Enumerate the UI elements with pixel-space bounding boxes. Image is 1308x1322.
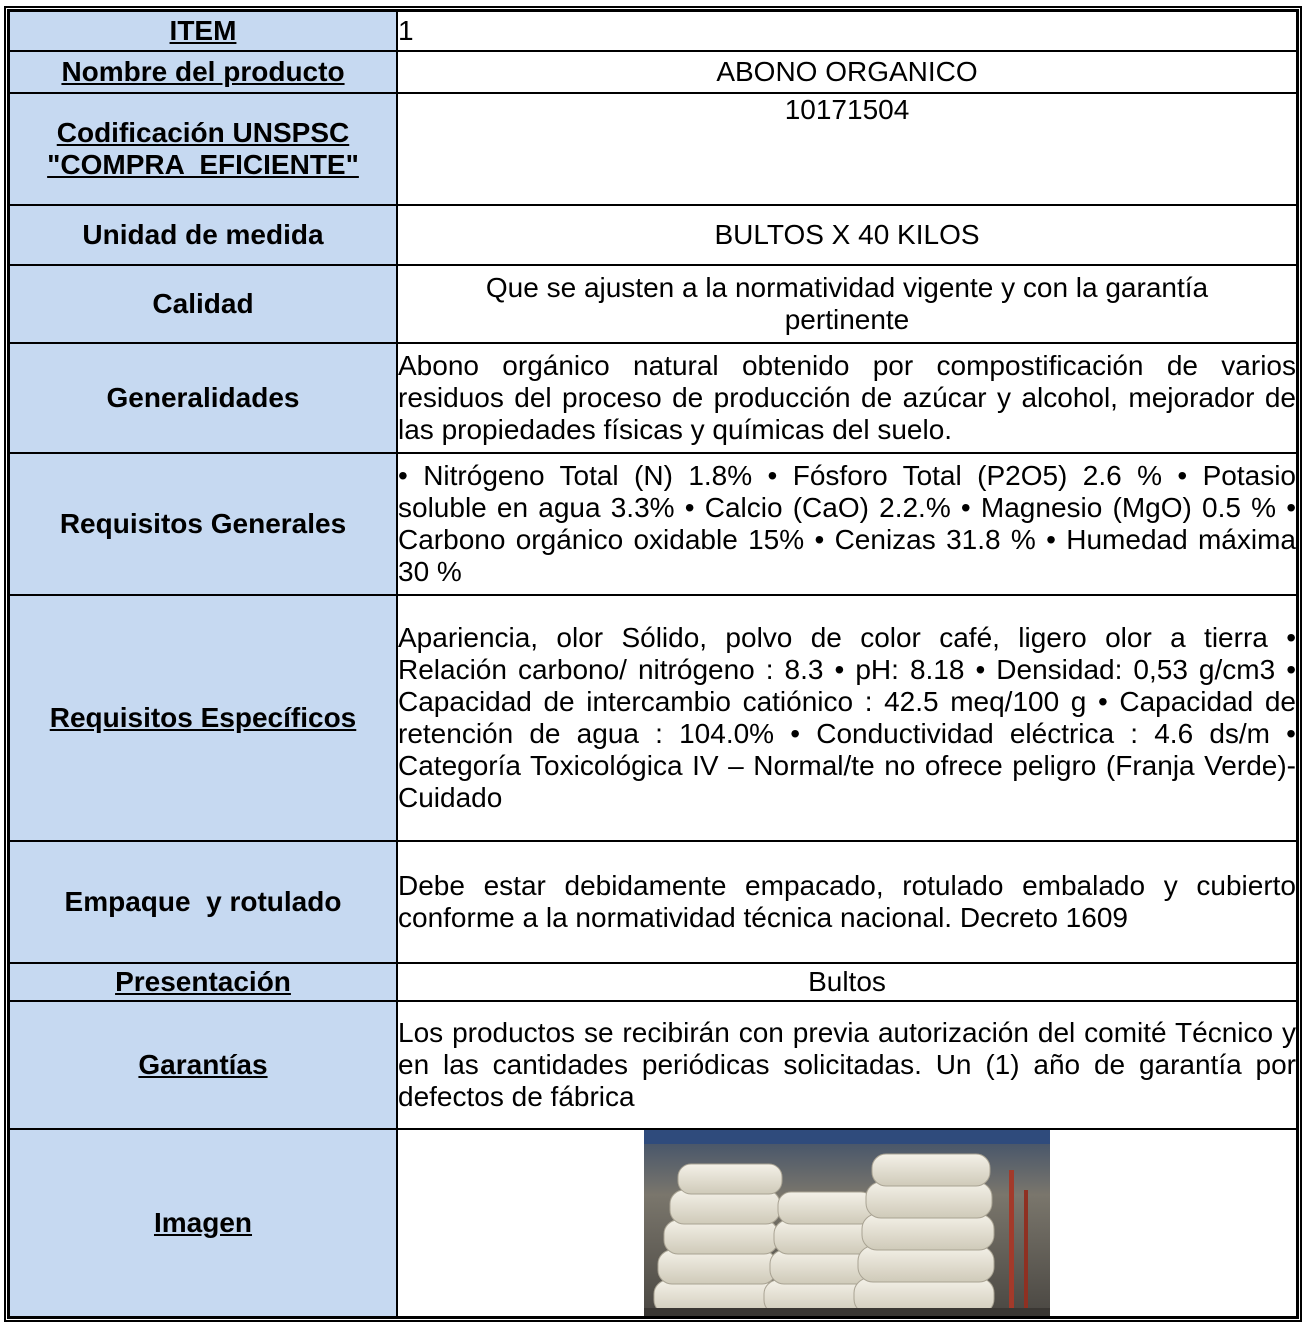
label-presentacion: [9, 963, 397, 1001]
row-requisitos-generales: [9, 453, 1297, 595]
label-garantias-text: Garantías: [138, 1049, 268, 1080]
row-calidad: [9, 265, 1297, 343]
value-calidad: Que se ajusten a la normatividad vigente y con la garantía pertinente: [397, 265, 1297, 343]
product-spec-table: [4, 6, 1302, 1322]
row-presentacion: [9, 963, 1297, 1001]
row-requisitos-especificos: [9, 595, 1297, 841]
value-codificacion: 10171504: [397, 93, 1297, 205]
label-empaque: Empaque y rotulado: [9, 841, 397, 963]
label-generalidades: Generalidades: [9, 343, 397, 453]
value-imagen: [397, 1129, 1297, 1317]
label-codificacion-line1: Codificación UNSPSC: [56, 117, 350, 148]
label-imagen: [9, 1129, 397, 1317]
value-unidad: BULTOS X 40 KILOS: [397, 205, 1297, 265]
value-nombre: ABONO ORGANICO: [397, 51, 1297, 93]
row-nombre: [9, 51, 1297, 93]
row-imagen: [9, 1129, 1297, 1317]
row-generalidades: [9, 343, 1297, 453]
label-codificacion-line2: "COMPRA EFICIENTE": [47, 149, 359, 180]
label-presentacion-text: Presentación: [115, 966, 291, 997]
value-garantias: Los productos se recibirán con previa autorización del comité Técnico y en las cantidades periódicas solicitadas. Un (1) año de garantía por defectos de fábrica: [397, 1001, 1297, 1129]
label-item: [9, 11, 397, 51]
label-requisitos-especificos: [9, 595, 397, 841]
label-item-text: ITEM: [169, 15, 237, 46]
row-unidad: [9, 205, 1297, 265]
label-imagen-text: Imagen: [153, 1207, 253, 1238]
row-item: [9, 11, 1297, 51]
row-empaque: [9, 841, 1297, 963]
value-item: 1: [397, 11, 1297, 51]
row-codificacion: [9, 93, 1297, 205]
label-codificacion: [9, 93, 397, 205]
label-calidad: Calidad: [9, 265, 397, 343]
label-garantias: [9, 1001, 397, 1129]
label-nombre-text: Nombre del producto: [61, 56, 345, 87]
value-presentacion: Bultos: [397, 963, 1297, 1001]
value-empaque: Debe estar debidamente empacado, rotulado embalado y cubierto conforme a la normatividad técnica nacional. Decreto 1609: [397, 841, 1297, 963]
fertilizer-bags-photo: [644, 1130, 1050, 1316]
value-generalidades: Abono orgánico natural obtenido por compostificación de varios residuos del proceso de producción de azúcar y alcohol, mejorador de las propiedades físicas y químicas del suelo.: [397, 343, 1297, 453]
label-requisitos-generales: Requisitos Generales: [9, 453, 397, 595]
label-unidad: Unidad de medida: [9, 205, 397, 265]
value-requisitos-especificos: Apariencia, olor Sólido, polvo de color café, ligero olor a tierra • Relación carbono/ nitrógeno : 8.3 • pH: 8.18 • Densidad: 0,53 g/cm3 • Capacidad de intercambio catiónico : 42.5 meq/100 g • Capacidad de retención de agua : 104.0% • Conductividad eléctrica : 4.6 ds/m • Categoría Toxicológica IV – Normal/te no ofrece peligro (Franja Verde)- Cuidado: [397, 595, 1297, 841]
label-requisitos-especificos-text: Requisitos Específicos: [49, 702, 357, 733]
product-photo: [644, 1130, 1050, 1316]
label-nombre: [9, 51, 397, 93]
value-requisitos-generales: • Nitrógeno Total (N) 1.8% • Fósforo Total (P2O5) 2.6 % • Potasio soluble en agua 3.3% • Calcio (CaO) 2.2.% • Magnesio (MgO) 0.5 % • Carbono orgánico oxidable 15% • Cenizas 31.8 % • Humedad máxima 30 %: [397, 453, 1297, 595]
row-garantias: [9, 1001, 1297, 1129]
